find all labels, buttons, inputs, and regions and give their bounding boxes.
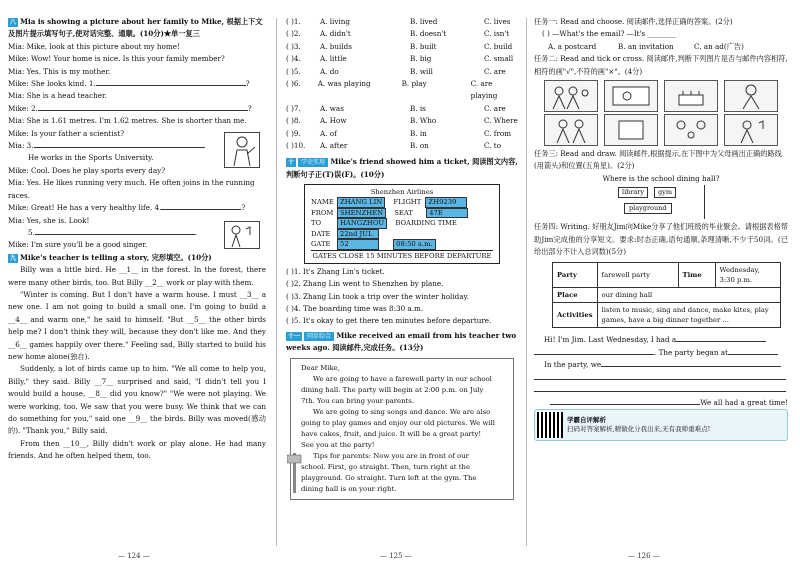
section-9-heading: 九 Mike's teacher is telling a story, 完形填空。(10分) bbox=[10, 252, 212, 262]
ticket-row: TO HANGZHOU BOARDING TIME bbox=[311, 219, 457, 228]
choice-row bbox=[286, 78, 518, 103]
page-number: — 124 — bbox=[118, 552, 150, 560]
dialogue-line: 5. . bbox=[8, 227, 266, 239]
choice-option[interactable]: C. Where bbox=[484, 116, 518, 126]
ticket-row: FROM SHENZHEN SEAT 47E bbox=[311, 208, 493, 219]
cake-picture-icon bbox=[664, 80, 718, 112]
choice-option[interactable]: B. in bbox=[410, 128, 427, 138]
page-125-column bbox=[286, 16, 518, 503]
choice-option[interactable]: B. on bbox=[410, 141, 429, 151]
game-picture-icon bbox=[664, 114, 718, 146]
choice-row bbox=[286, 16, 518, 28]
choice-option[interactable]: C. build bbox=[484, 41, 513, 51]
choice-row bbox=[286, 140, 518, 152]
dialogue-line: Mike: Wow! Your home is nice. Is this your family member? bbox=[8, 54, 225, 64]
dialogue-line: Mia: Yes, she is. Look! bbox=[8, 215, 90, 225]
choice-number: ( )4. bbox=[286, 54, 301, 64]
choice-option[interactable]: C. lives bbox=[484, 17, 511, 26]
choice-option[interactable]: A. do bbox=[320, 66, 339, 76]
choice-option[interactable]: C. are playing bbox=[470, 79, 498, 101]
choice-row bbox=[286, 115, 518, 127]
section-8-heading: 八 Mia is showing a picture about her family to Mike, 根据上下文及图片提示填写句子,使对话完整、通顺。(10分)★单一复三 bbox=[8, 17, 263, 39]
choice-number: ( )1. bbox=[286, 17, 301, 26]
dialogue-line: Mia: Mike, look at this picture about my home! bbox=[8, 41, 180, 51]
true-false-item[interactable]: ( )3. Zhang Lin took a trip over the winter holiday. bbox=[286, 291, 469, 301]
choice-option[interactable]: C. from bbox=[484, 128, 512, 138]
ticket-row: NAME ZHANG LIN FLIGHT ZH9239 bbox=[311, 197, 493, 208]
dialogue-line: He works in the Sports University. bbox=[28, 153, 154, 163]
choice-option[interactable]: B. Who bbox=[410, 116, 437, 126]
dialogue-line: Mia: 3. . bbox=[8, 140, 266, 152]
section-11-heading: 十一 同步综合 Mike received an email from his teacher two weeks ago. 阅读邮件,完成任务。(13分) bbox=[286, 330, 517, 353]
choice-option[interactable]: A. living bbox=[320, 17, 350, 26]
choice-option[interactable]: A. How bbox=[320, 116, 347, 126]
story-paragraph: Billy was a little bird. He __1__ in the forest. In the forest, there were many other birds, too. But Billy __2__ work or play with them. bbox=[8, 265, 266, 287]
qr-code-icon bbox=[537, 412, 563, 438]
true-false-item[interactable]: ( )4. The boarding time was 8:30 a.m. bbox=[286, 304, 424, 313]
story-paragraph: From then __10__, Billy didn't work or play alone. He had many friends. And he often helped them, too. bbox=[8, 438, 266, 461]
page-number: — 125 — bbox=[380, 552, 412, 560]
choice-row bbox=[286, 41, 518, 53]
choice-number: ( )7. bbox=[286, 103, 301, 113]
cloze-choices bbox=[286, 16, 518, 152]
party-info-table: Party farewell party Time Wednesday, 3:30 p.m. Place our dining hall Activities listen to music, sing and dance, make kites, play games, have a big dinner together ... bbox=[552, 262, 781, 328]
ticket-row: DATE 22nd JUL bbox=[311, 229, 493, 240]
answer-blank[interactable] bbox=[38, 110, 248, 111]
choice-option[interactable]: B. is bbox=[410, 103, 426, 113]
writing-line bbox=[534, 384, 788, 396]
map-playground: playground bbox=[624, 203, 672, 214]
choice-option[interactable]: B. play bbox=[401, 79, 427, 89]
scientist-picture-icon bbox=[224, 132, 260, 168]
choice-option[interactable]: B. lived bbox=[410, 17, 438, 26]
ticket-footer: GATES CLOSE 15 MINUTES BEFORE DEPARTURE bbox=[312, 251, 492, 260]
answer-blank[interactable] bbox=[35, 234, 195, 235]
choice-option[interactable]: C. to bbox=[484, 141, 502, 151]
choice-number: ( )3. bbox=[286, 41, 301, 51]
story-paragraph: Suddenly, a lot of birds came up to him. "We all come to help you, Billy," they said. Billy __7__ surprised and said, "I didn't tell you I would build a house, __8__ did you know?" "We were not playing. We were working, too. We saw that you were busy. We think that we can do something for you," said one __9__ the birds. Billy was moved(感动的). "Thank you," Billy said. bbox=[8, 364, 266, 436]
page-number: — 126 — bbox=[628, 552, 660, 560]
dialogue-line: Mike: Is your father a scientist? bbox=[8, 128, 125, 138]
singing-picture-icon bbox=[724, 114, 778, 146]
email-box: Dear Mike, We are going to have a farewell party in our school dining hall. The party will begin at 2:00 p.m. on July 7th. You can bring your parents. We are going to sing songs and dance. We are also going to play games and enjoy our old pictures. We will have cakes, fruit, and juice. It will be a great party! See you at the party! Tips for parents: Now you are in front of our school. First, go straight. Then, turn right at the playground. Go straight. Turn left at the gym. The dining hall is on your right. bbox=[290, 358, 514, 500]
choice-option[interactable]: A. of bbox=[320, 128, 337, 138]
choice-option[interactable]: C. are bbox=[484, 103, 506, 113]
task-2-heading: 任务二: Read and tick or cross. 阅读邮件,判断下列图片是否与邮件内容相符,相符的画"√",不符的画"×"。(4分) bbox=[534, 54, 788, 76]
choice-number: ( )5. bbox=[286, 66, 301, 76]
task-4-heading: 任务四: Writing. 好朋友Jim向Mike分享了他们班级的毕业聚会。请根据表格帮助Jim完成他的分享短文。要求:时态正确,语句通顺,条理清晰,不少于50词。(已给出部分不计入总词数)(5分) bbox=[534, 222, 788, 257]
writing-line: In the party, we bbox=[534, 359, 788, 371]
task-3-heading: 任务三: Read and draw. 阅读邮件,根据提示,在下图中为父母画出正确的路线(用箭头)和位置(五角星)。(2分) bbox=[534, 149, 782, 171]
map-library: library bbox=[618, 187, 648, 198]
choice-row bbox=[286, 103, 518, 115]
story-paragraph: "Winter is coming. But I don't have a warm house. I must __3__ a new one. I am not going to build a small one. I'm going to build a __4__ and warm one," he said to himself. "But __5__ the other birds help me? I don't think they will, because they don't like me. And they __6__ games happily over there." Feeling sad, Billy started to build his new home alone(独自). bbox=[8, 289, 266, 361]
true-false-items bbox=[286, 266, 518, 328]
answer-blank[interactable] bbox=[161, 209, 241, 210]
singer-picture-icon bbox=[224, 221, 260, 249]
column-divider bbox=[276, 18, 277, 546]
choice-option[interactable]: A. didn't bbox=[320, 29, 351, 39]
choice-row bbox=[286, 66, 518, 78]
choice-number: ( )8. bbox=[286, 116, 301, 126]
choice-option[interactable]: C. isn't bbox=[484, 29, 510, 39]
kid-picture-icon bbox=[724, 80, 778, 112]
answer-blank[interactable] bbox=[34, 147, 204, 148]
choice-option[interactable]: B. big bbox=[410, 54, 432, 64]
dialogue-line: Mia: Yes. This is my mother. bbox=[8, 66, 111, 76]
writing-line: We all had a great time! bbox=[534, 397, 788, 409]
dialogue-line: Mia: She is a head teacher. bbox=[8, 91, 107, 101]
choice-row bbox=[286, 28, 518, 40]
task-1-question: ( ) —What's the email? —It's ________ bbox=[542, 29, 677, 39]
section-number-badge: 八 bbox=[10, 19, 17, 26]
map-question: Where is the school dining hall? bbox=[602, 173, 720, 183]
dance-picture-icon bbox=[544, 114, 598, 146]
choice-row bbox=[286, 128, 518, 140]
choice-number: ( )10. bbox=[286, 141, 306, 151]
choice-number: ( )6. bbox=[286, 79, 301, 89]
dialogue-line: Mike: I'm sure you'll be a good singer. bbox=[8, 240, 148, 250]
map-road bbox=[704, 185, 705, 219]
ticket-row: GATE 52 08:50 a.m. bbox=[311, 239, 493, 250]
choice-option[interactable]: A. builds bbox=[320, 41, 352, 51]
choice-option[interactable]: C. small bbox=[484, 54, 514, 64]
true-false-item[interactable]: ( )5. It's okay to get there ten minutes before departure. bbox=[286, 316, 492, 326]
task-1-options: A. a postcard B. an invitation C. an ad(广告) bbox=[548, 41, 744, 51]
true-false-item[interactable]: ( )2. Zhang Lin went to Shenzhen by plane. bbox=[286, 279, 444, 289]
page-126-column bbox=[534, 16, 788, 441]
choice-option[interactable]: B. doesn't bbox=[410, 29, 447, 39]
people-picture-icon bbox=[544, 80, 598, 112]
choice-row bbox=[286, 53, 518, 65]
writing-line: . The party began at bbox=[534, 347, 788, 359]
column-divider bbox=[526, 18, 527, 546]
task-2-pictures-row-2 bbox=[534, 114, 788, 146]
school-map[interactable] bbox=[594, 185, 788, 221]
section-10-heading: 十 学史实用 Mike's friend showed him a ticket, 阅读图文内容,判断句子正(T)误(F)。(10分) bbox=[286, 157, 518, 179]
writing-line bbox=[534, 372, 788, 384]
dialogue-line: Mike: Great! He has a very healthy life. 4. ? bbox=[8, 203, 246, 213]
writing-line: Hi! I'm Jim. Last Wednesday, I had a bbox=[534, 334, 788, 346]
task-2-pictures-row-1 bbox=[534, 80, 788, 112]
answer-blank[interactable] bbox=[96, 85, 246, 86]
choice-option[interactable]: A. was playing bbox=[317, 79, 371, 89]
choice-number: ( )9. bbox=[286, 128, 301, 138]
choice-option[interactable]: C. are bbox=[484, 66, 506, 76]
task-1-heading: 任务一: Read and choose. 阅读邮件,选择正确的答案。(2分) bbox=[534, 17, 733, 26]
choice-option[interactable]: A. little bbox=[320, 54, 347, 64]
airline-name: Shenzhen Airlines bbox=[370, 188, 434, 197]
true-false-item[interactable]: ( )1. It's Zhang Lin's ticket. bbox=[286, 266, 385, 276]
dialogue-line: Mia: She is 1.61 metres. I'm 1.62 metres. She is shorter than me. bbox=[8, 116, 247, 126]
scan-code-banner[interactable]: 学霸自评解析 扫码对答案解析,精做化分我出来,无有我师重难点! bbox=[534, 409, 788, 441]
choice-option[interactable]: B. will bbox=[410, 66, 433, 76]
choice-option[interactable]: A. was bbox=[320, 103, 344, 113]
dialogue-line: Mike: 2. ? bbox=[8, 103, 252, 113]
dialogue-line: Mike: Cool. Does he play sports every day? bbox=[8, 165, 166, 175]
flight-ticket bbox=[304, 184, 500, 264]
playground-picture-icon bbox=[604, 80, 658, 112]
choice-number: ( )2. bbox=[286, 29, 301, 39]
choice-option[interactable]: B. built bbox=[410, 41, 437, 51]
page-124-column bbox=[8, 16, 266, 463]
choice-option[interactable]: A. after bbox=[320, 141, 348, 151]
dialogue-line: Mia: Yes. He likes running very much. He often joins in the running races. bbox=[8, 178, 255, 200]
dialogue-line: Mike: She looks kind. 1. ? bbox=[8, 79, 250, 89]
photo-picture-icon bbox=[604, 114, 658, 146]
signpost-icon bbox=[287, 449, 303, 493]
map-gym: gym bbox=[654, 187, 676, 198]
